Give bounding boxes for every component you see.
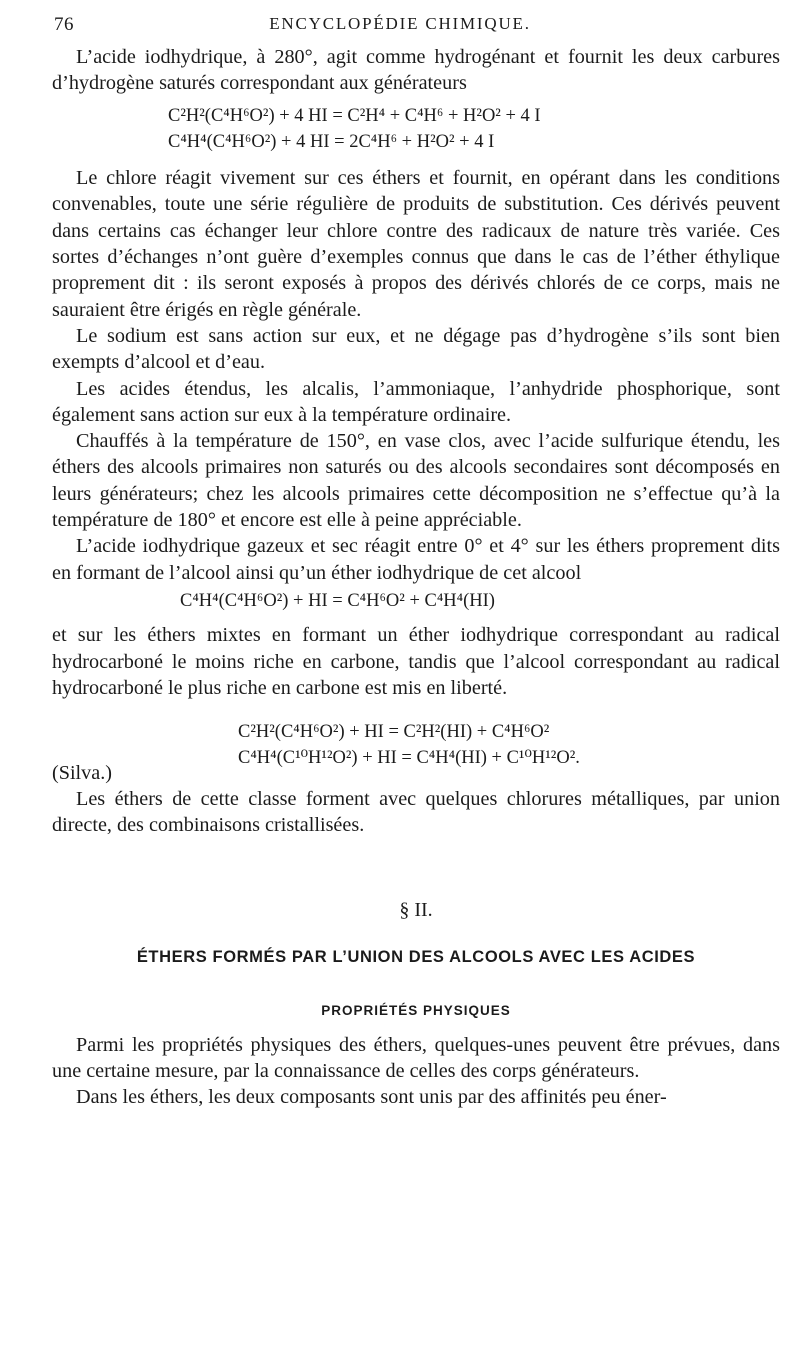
formula-line: C⁴H⁴(C⁴H⁶O²) + 4 HI = 2C⁴H⁶ + H²O² + 4 I (168, 131, 495, 152)
section-title: ÉTHERS FORMÉS PAR L’UNION DES ALCOOLS AVEC LES ACIDES (136, 947, 696, 966)
page-header (0, 14, 800, 44)
formula-line: C⁴H⁴(C⁴H⁶O²) + HI = C⁴H⁶O² + C⁴H⁴(HI) (180, 590, 495, 611)
running-head: ENCYCLOPÉDIE CHIMIQUE. (269, 14, 531, 33)
paragraph-5: Chauffés à la température de 150°, en vase clos, avec l’acide sulfurique étendu, les éthers des alcools primaires non saturés ou des alcools secondaires sont décomposés en leurs générateurs; chez les alcools primaires cette décomposition ne s’effectue qu’à la température de 180° et encore est elle à peine appréciable. (52, 430, 780, 532)
formula-block-2 (52, 588, 780, 614)
formula-line: C²H²(C⁴H⁶O²) + HI = C²H²(HI) + C⁴H⁶O² (238, 722, 550, 743)
citation: (Silva.) (52, 761, 112, 784)
formula-line: C²H²(C⁴H⁶O²) + 4 HI = C²H⁴ + C⁴H⁶ + H²O² + 4 I (168, 105, 541, 126)
paragraph-4: Les acides étendus, les alcalis, l’ammoniaque, l’anhydride phosphorique, sont également sans action sur eux à la température ordinaire. (52, 377, 780, 426)
subsection-title: PROPRIÉTÉS PHYSIQUES (321, 1002, 511, 1018)
section-sign: § II. (399, 898, 433, 921)
page-number: 76 (54, 14, 74, 35)
paragraph-6: L’acide iodhydrique gazeux et sec réagit entre 0° et 4° sur les éthers proprement dits en formant de l’alcool ainsi qu’un éther iodhydrique de cet alcool (52, 535, 780, 584)
paragraph-7: et sur les éthers mixtes en formant un éther iodhydrique correspondant au radical hydrocarboné le moins riche en carbone, tandis que l’alcool correspondant au radical hydrocarboné le plus riche en carbone est mis en liberté. (52, 624, 780, 699)
paragraph-1: L’acide iodhydrique, à 280°, agit comme hydrogénant et fournit les deux carbures d’hydrogène saturés correspondant aux générateurs (52, 46, 780, 95)
paragraph-3: Le sodium est sans action sur eux, et ne dégage pas d’hydrogène s’ils sont bien exempts d’alcool et d’eau. (52, 324, 780, 374)
paragraph-2: Le chlore réagit vivement sur ces éthers et fournit, en opérant dans les conditions convenables, toute une série régulière de produits de substitution. Ces dérivés peuvent dans certains cas échanger leur chlore contre des radicaux de nature très variée. Ces sortes d’échanges n’ont guère d’exemples connus que dans le cas de l’éther éthylique proprement dit : ils seront exposés à propos des dérivés chlorés de ce corps, mais ne sauraient être érigés en règle générale. (52, 167, 780, 321)
paragraph-9: Les éthers de cette classe forment avec quelques chlorures métalliques, par union directe, des combinaisons cristallisées. (52, 788, 780, 837)
formula-line: C⁴H⁴(C¹⁰H¹²O²) + HI = C⁴H⁴(HI) + C¹⁰H¹²O². (238, 748, 580, 769)
paragraph-10: Parmi les propriétés physiques des éthers, quelques-unes peuvent être prévues, dans une certaine mesure, par la connaissance de celles des corps générateurs. (52, 1033, 780, 1082)
page-body (52, 44, 780, 1111)
formula-block-1 (52, 103, 780, 156)
paragraph-11: Dans les éthers, les deux composants sont unis par des affinités peu éner- (76, 1086, 667, 1109)
